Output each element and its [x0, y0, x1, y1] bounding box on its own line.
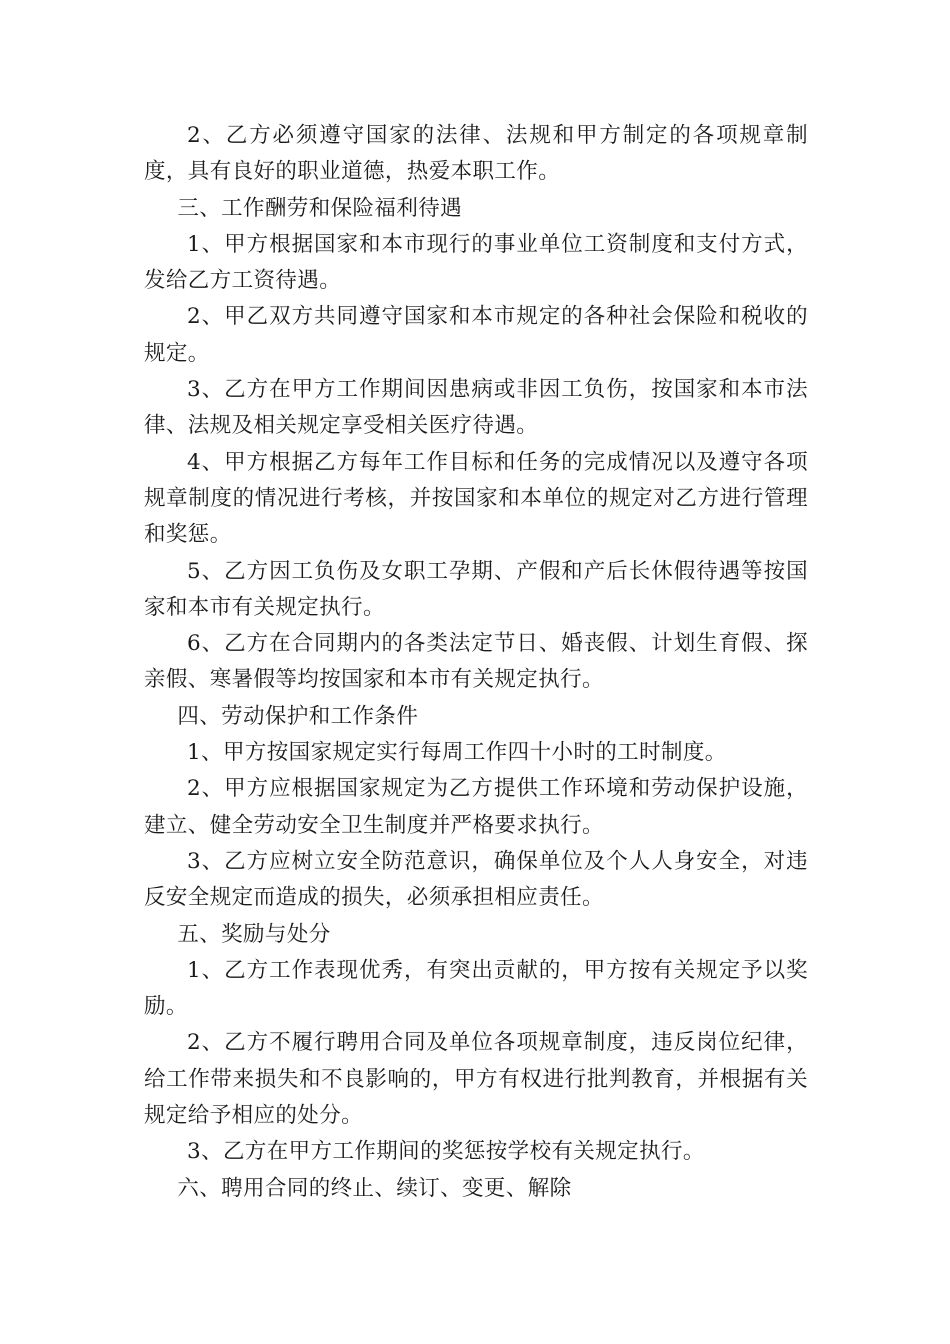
- clause-3-3-medical: 3、乙方在甲方工作期间因患病或非因工负伤，按国家和本市法律、法规及相关规定享受相关医疗待遇。: [144, 377, 808, 439]
- clause-5-2-punishment: 2、乙方不履行聘用合同及单位各项规章制度，违反岗位纪律，给工作带来损失和不良影响的，甲方有权进行批判教育，并根据有关规定给予相应的处分。: [144, 1030, 808, 1129]
- clause-3-4-assessment: 4、甲方根据乙方每年工作目标和任务的完成情况以及遵守各项规章制度的情况进行考核，并按国家和本单位的规定对乙方进行管理和奖惩。: [144, 449, 808, 548]
- clause-3-1-salary: 1、甲方根据国家和本市现行的事业单位工资制度和支付方式，发给乙方工资待遇。: [144, 231, 808, 294]
- clause-5-1-reward: 1、乙方工作表现优秀，有突出贡献的，甲方按有关规定予以奖励。: [144, 957, 808, 1020]
- clause-3-2-insurance: 2、甲乙双方共同遵守国家和本市规定的各种社会保险和税收的规定。: [144, 304, 808, 366]
- document-body: [144, 118, 808, 1207]
- clause-2-obey-rules: 2、乙方必须遵守国家的法律、法规和甲方制定的各项规章制度，具有良好的职业道德，热爱本职工作。: [144, 123, 808, 185]
- clause-3-5-injury-maternity: 5、乙方因工负伤及女职工孕期、产假和产后长休假待遇等按国家和本市有关规定执行。: [144, 558, 808, 620]
- clause-4-1-working-hours: 1、甲方按国家规定实行每周工作四十小时的工时制度。: [187, 740, 727, 766]
- clause-4-2-environment: 2、甲方应根据国家规定为乙方提供工作环境和劳动保护设施，建立、健全劳动安全卫生制度并严格要求执行。: [144, 776, 808, 838]
- clause-5-3-school-rules: 3、乙方在甲方工作期间的奖惩按学校有关规定执行。: [187, 1139, 705, 1165]
- clause-4-3-safety: 3、乙方应树立安全防范意识，确保单位及个人人身安全，对违反安全规定而造成的损失，必须承担相应责任。: [144, 848, 808, 911]
- section-heading-6: 六、聘用合同的终止、续订、变更、解除: [177, 1175, 572, 1201]
- clause-3-6-holidays: 6、乙方在合同期内的各类法定节日、婚丧假、计划生育假、探亲假、寒暑假等均按国家和本市有关规定执行。: [144, 631, 808, 693]
- section-heading-4: 四、劳动保护和工作条件: [177, 703, 419, 729]
- section-heading-5: 五、奖励与处分: [177, 921, 331, 947]
- section-heading-3: 三、工作酬劳和保险福利待遇: [177, 195, 463, 221]
